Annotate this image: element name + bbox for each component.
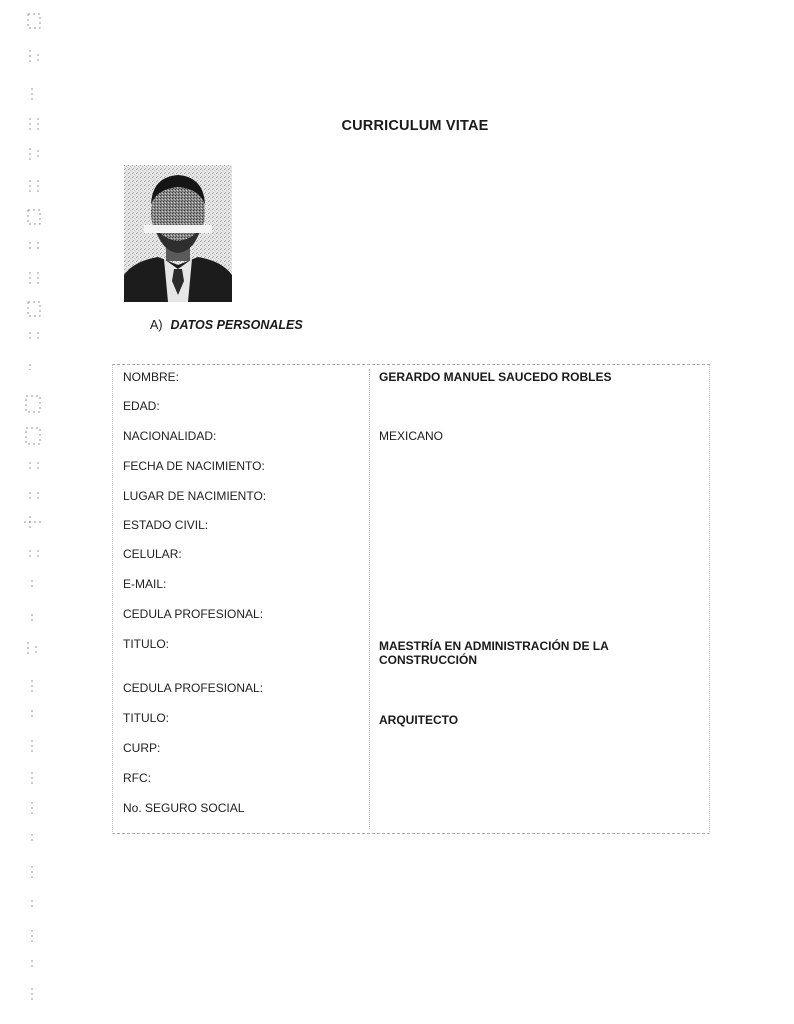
label-cedula-profesional-2: CEDULA PROFESIONAL: bbox=[123, 681, 264, 695]
label-titulo-2: TITULO: bbox=[123, 711, 170, 725]
value-nacionalidad: MEXICANO bbox=[379, 429, 444, 443]
label-email: E-MAIL: bbox=[123, 577, 167, 591]
personal-data-table bbox=[112, 364, 710, 834]
value-nombre: GERARDO MANUEL SAUCEDO ROBLES bbox=[379, 370, 612, 384]
value-titulo-1: MAESTRÍA EN ADMINISTRACIÓN DE LA CONSTRUCCIÓN bbox=[379, 639, 609, 667]
column-divider bbox=[369, 369, 370, 829]
label-curp: CURP: bbox=[123, 741, 161, 755]
label-fecha-nacimiento: FECHA DE NACIMIENTO: bbox=[123, 459, 265, 473]
page-title: CURRICULUM VITAE bbox=[341, 118, 489, 134]
profile-photo bbox=[124, 165, 232, 302]
label-nacionalidad: NACIONALIDAD: bbox=[123, 429, 217, 443]
label-cedula-profesional-1: CEDULA PROFESIONAL: bbox=[123, 607, 264, 621]
label-estado-civil: ESTADO CIVIL: bbox=[123, 518, 209, 532]
value-titulo-2: ARQUITECTO bbox=[379, 713, 459, 727]
section-letter: A) bbox=[150, 318, 163, 332]
section-heading bbox=[150, 318, 303, 332]
section-label: DATOS PERSONALES bbox=[170, 318, 303, 332]
label-seguro-social: No. SEGURO SOCIAL bbox=[123, 801, 245, 815]
label-lugar-nacimiento: LUGAR DE NACIMIENTO: bbox=[123, 489, 267, 503]
scan-margin-marks bbox=[20, 10, 50, 1010]
label-celular: CELULAR: bbox=[123, 547, 182, 561]
label-titulo-1: TITULO: bbox=[123, 637, 170, 651]
label-rfc: RFC: bbox=[123, 771, 151, 785]
label-edad: EDAD: bbox=[123, 399, 160, 413]
label-nombre: NOMBRE: bbox=[123, 370, 180, 384]
